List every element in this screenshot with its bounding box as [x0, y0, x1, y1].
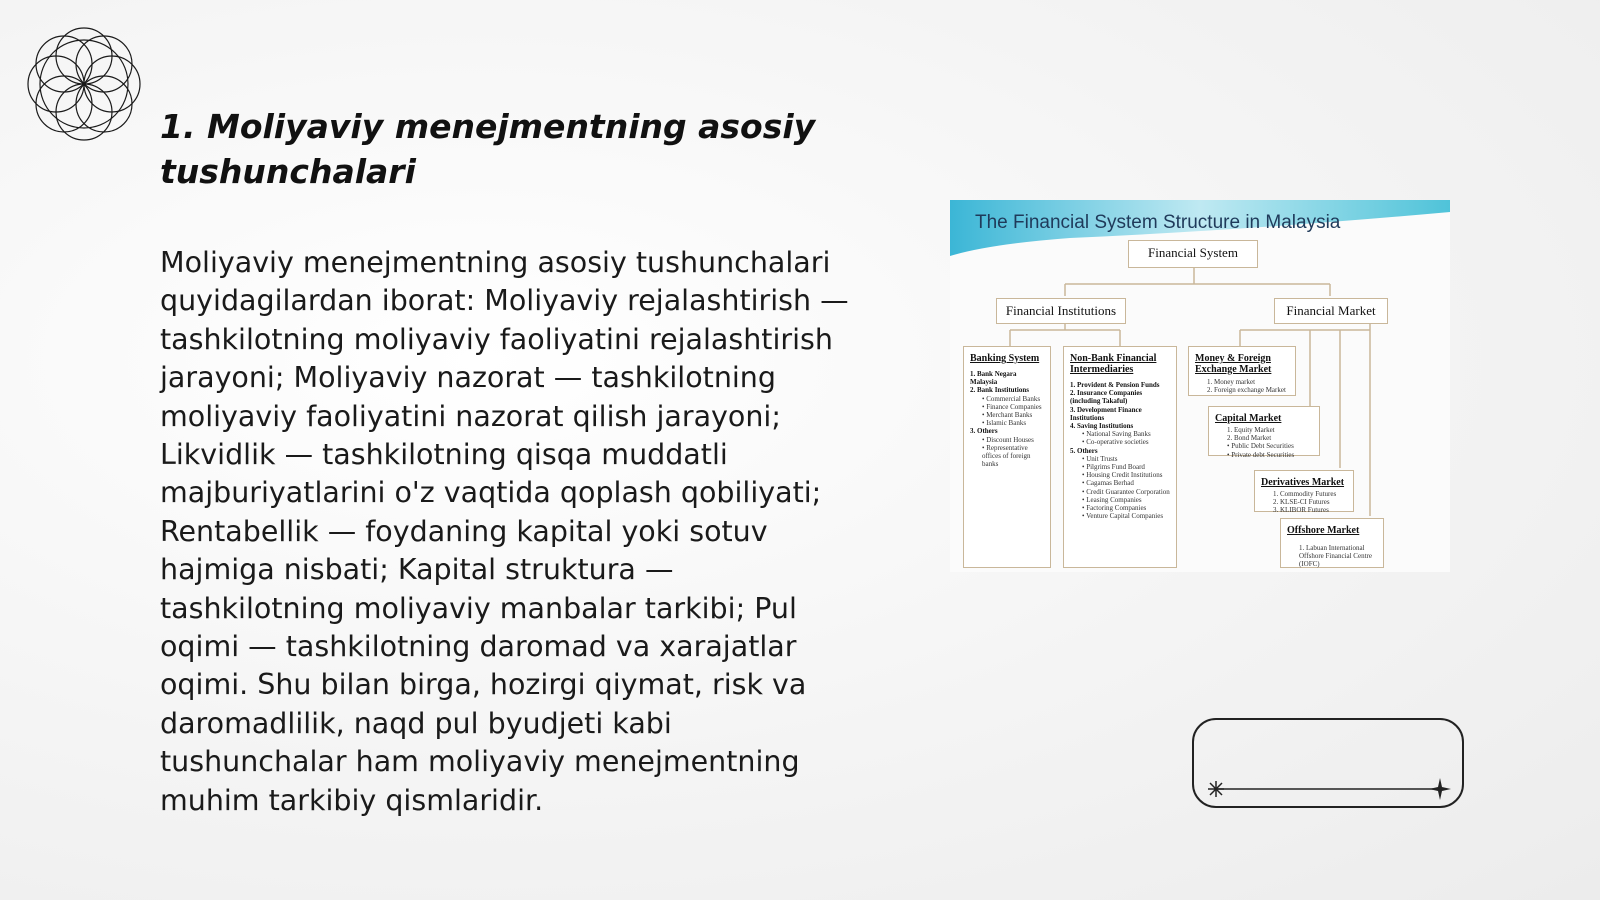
box-financial-system: Financial System	[1128, 240, 1258, 268]
panel-list-item: 1. Provident & Pension Funds	[1070, 381, 1160, 389]
panel-list-item: 2. KLSE-CI Futures	[1273, 498, 1330, 507]
panel-list-item: • Leasing Companies	[1082, 495, 1142, 504]
panel-list-item: 3. KLIBOR Futures	[1273, 506, 1329, 515]
nav-pill-decoration	[1192, 718, 1464, 808]
box-capital-market	[1208, 406, 1320, 459]
panel-header: Derivatives Market	[1261, 477, 1345, 488]
panel-items	[1287, 544, 1377, 569]
panel-list-item: 1. Equity Market	[1227, 426, 1275, 434]
panel-list-item: 3. Others	[970, 427, 998, 436]
interlocking-rings-icon	[10, 10, 158, 158]
panel-items	[1261, 490, 1347, 515]
sparkle-icon	[1208, 781, 1224, 797]
panel-list-item: 1. Money market	[1207, 378, 1256, 386]
box-banking-system	[963, 346, 1051, 568]
panel-items	[1070, 381, 1170, 520]
panel-list-item: • Public Debt Securities	[1227, 442, 1294, 451]
panel-list-item: • Islamic Banks	[982, 419, 1027, 428]
panel-list-item: • Finance Companies	[982, 402, 1042, 411]
panel-list-item: 1. Labuan International Offshore Financial Centre (IOFC)	[1299, 544, 1372, 569]
panel-list-item: • Venture Capital Companies	[1082, 512, 1164, 521]
panel-header: Money & Foreign Exchange Market	[1195, 353, 1272, 375]
box-non-bank-intermediaries	[1063, 346, 1177, 568]
panel-header: Offshore Market	[1287, 525, 1360, 536]
box-money-forex-market	[1188, 346, 1296, 396]
panel-list-item: • Factoring Companies	[1082, 504, 1147, 513]
panel-list-item: 2. Bank Institutions	[970, 386, 1029, 395]
panel-list-item: 2. Bond Market	[1227, 434, 1272, 443]
panel-header: Capital Market	[1215, 413, 1282, 424]
slide-title: 1. Moliyaviy menejmentning asosiy tushunchalari	[160, 107, 816, 191]
panel-header: Non-Bank Financial Intermediaries	[1070, 353, 1157, 375]
box-financial-institutions: Financial Institutions	[996, 298, 1126, 324]
panel-list-item: • Representative offices of foreign banks	[982, 443, 1031, 469]
panel-list-item: • Credit Guarantee Corporation	[1082, 487, 1170, 496]
panel-list-item: 1. Commodity Futures	[1273, 490, 1337, 498]
panel-list-item: • Merchant Banks	[982, 411, 1033, 420]
panel-list-item: • Co-operative societies	[1082, 438, 1149, 447]
panel-list-item: 4. Saving Institutions	[1070, 422, 1134, 431]
nav-pill-graphic	[1194, 720, 1466, 810]
panel-items	[1215, 426, 1313, 459]
panel-list-item: • Pilgrims Fund Board	[1082, 463, 1145, 472]
box-derivatives-market	[1254, 470, 1354, 515]
panel-list-item: 2. Insurance Companies (including Takaful)	[1070, 389, 1143, 406]
panel-list-item: • Discount Houses	[982, 435, 1034, 444]
panel-list-item: 2. Foreign exchange Market	[1207, 386, 1286, 395]
star-icon	[1429, 778, 1451, 800]
panel-header: Banking System	[970, 353, 1040, 364]
panel-list-item: • Private debt Securities	[1227, 450, 1295, 459]
diagram-title: The Financial System Structure in Malaysia	[975, 212, 1341, 233]
financial-system-diagram	[950, 200, 1450, 572]
box-financial-market: Financial Market	[1274, 298, 1388, 324]
panel-list-item: • Unit Trusts	[1082, 454, 1118, 463]
panel-list-item: 1. Bank Negara Malaysia	[970, 370, 1017, 387]
panel-list-item: 3. Development Finance Institutions	[1070, 405, 1142, 422]
panel-list-item: • National Saving Banks	[1082, 430, 1151, 439]
panel-list-item: • Commercial Banks	[982, 394, 1041, 403]
panel-list-item: • Housing Credit Institutions	[1082, 471, 1163, 480]
box-offshore-market	[1280, 518, 1384, 568]
panel-items	[1195, 378, 1289, 394]
panel-list-item: 5. Others	[1070, 446, 1098, 455]
panel-items	[970, 370, 1044, 468]
slide-body-text: Moliyaviy menejmentning asosiy tushunchalari quyidagilardan iborat: Moliyaviy rejalashtirish — tashkilotning moliyaviy faoliyatini rejalashtirish jarayoni; Moliyaviy nazorat — tashkilotning moliyaviy faoliyatini nazorat qilish jarayoni; Likvidlik — tashkilotning qisqa muddatli majburiyatlarini o'z vaqtida qoplash qobiliyati; Rentabellik — foydaning kapital yoki sotuv hajmiga nisbati; Kapital struktura — tashkilotning moliyaviy manbalar tarkibi; Pul oqimi — tashkilotning daromad va xarajatlar oqimi. Shu bilan birga, hozirgi qiymat, risk va daromadlilik, naqd pul byudjeti kabi tushunchalar ham moliyaviy menejmentning muhim tarkibiy qismlaridir.	[160, 246, 849, 817]
panel-list-item: • Cagamas Berhad	[1082, 479, 1134, 488]
